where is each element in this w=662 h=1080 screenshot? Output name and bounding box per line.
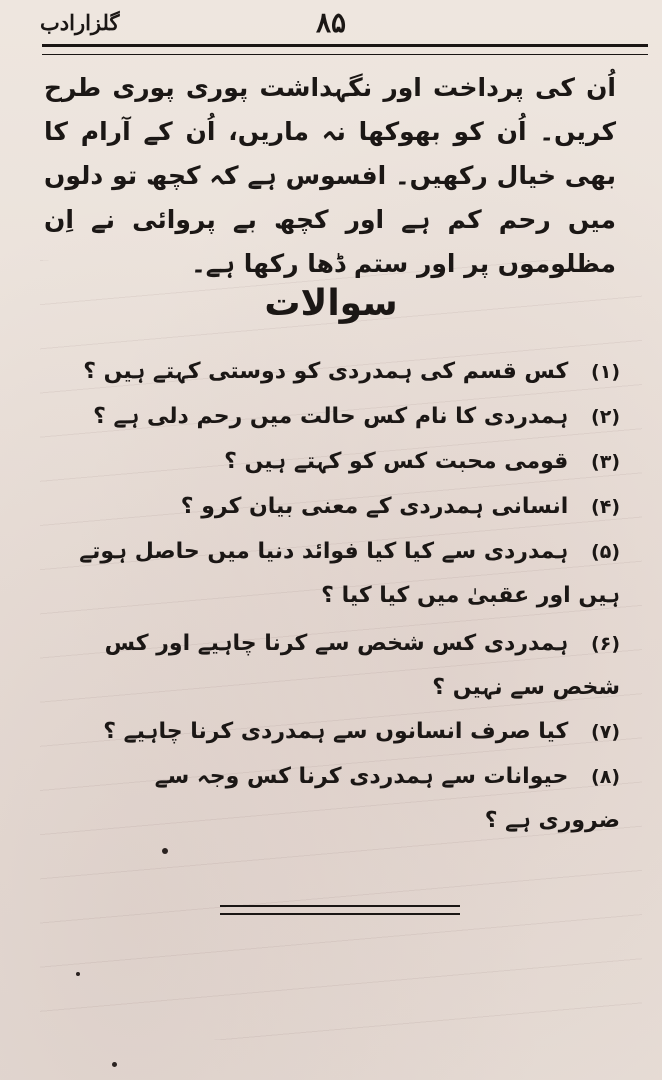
- question-text: حیوانات سے ہمدردی کرنا کس وجہ سے ضروری ہے ؟: [154, 764, 620, 833]
- page-number: ۸۵: [315, 6, 347, 39]
- question-text: کیا صرف انسانوں سے ہمدردی کرنا چاہیے ؟: [103, 719, 569, 744]
- question-number: (۷): [591, 721, 620, 743]
- question-text: انسانی ہمدردی کے معنی بیان کرو ؟: [180, 494, 569, 519]
- question-text: ہمدردی کس شخص سے کرنا چاہیے اور کس شخص سے نہیں ؟: [104, 631, 620, 700]
- question-item: [70, 350, 620, 395]
- running-title: گلزارادب: [40, 10, 120, 35]
- question-item: [70, 755, 620, 843]
- question-number: (۲): [591, 406, 620, 428]
- question-number: (۵): [591, 541, 620, 563]
- question-text: ہمدردی سے کیا کیا فوائد دنیا میں حاصل ہوتے ہیں اور عقبیٰ میں کیا کیا ؟: [79, 539, 620, 608]
- end-rule: [220, 905, 460, 915]
- question-item: [70, 530, 620, 618]
- question-item: [70, 440, 620, 485]
- question-text: قومی محبت کس کو کہتے ہیں ؟: [224, 449, 569, 474]
- page-header: [40, 6, 622, 46]
- ink-speck: [112, 1062, 117, 1067]
- question-item: [70, 485, 620, 530]
- ink-speck: [76, 972, 80, 976]
- question-number: (۴): [591, 496, 620, 518]
- header-rule: [42, 44, 648, 55]
- body-paragraph: اُن کی پرداخت اور نگہداشت پوری پوری طرح کریں۔ اُن کو بھوکھا نہ ماریں، اُن کے آرام کا بھی خیال رکھیں۔ افسوس ہے کہ کچھ تو دلوں میں رحم کم ہے اور کچھ بے پروائی نے اِن مظلوموں پر اور ستم ڈھا رکھا ہے۔: [44, 73, 616, 278]
- question-number: (۳): [591, 451, 620, 473]
- question-text: کس قسم کی ہمدردی کو دوستی کہتے ہیں ؟: [83, 359, 569, 384]
- ink-speck: [162, 848, 168, 854]
- section-heading: سوالات: [264, 283, 398, 324]
- question-item: [70, 395, 620, 440]
- question-text: ہمدردی کا نام کس حالت میں رحم دلی ہے ؟: [93, 404, 569, 429]
- question-item: [70, 622, 620, 710]
- questions-list: [70, 350, 620, 843]
- question-number: (۱): [591, 361, 620, 383]
- question-number: (۸): [591, 766, 620, 788]
- question-number: (۶): [591, 633, 620, 655]
- question-item: [70, 710, 620, 755]
